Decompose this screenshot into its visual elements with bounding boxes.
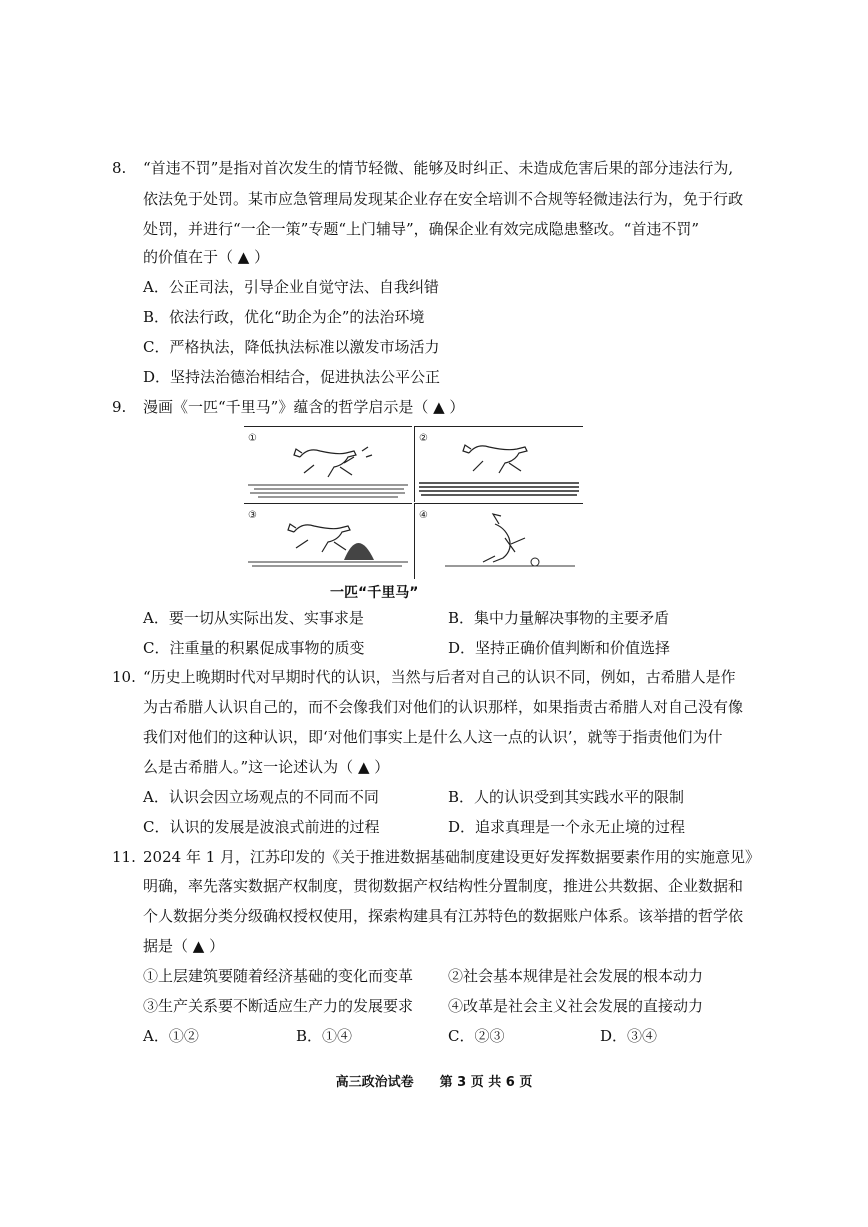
- panel-number: ①: [248, 433, 257, 444]
- q9-option-c: C．注重量的积累促成事物的质变: [143, 639, 365, 657]
- q11-statement-1: ①上层建筑要随着经济基础的变化而变革: [143, 967, 414, 985]
- q10-line-3: 我们对他们的这种认识，即‘对他们事实上是什么人这一点的认识’，就等于指责他们为什: [143, 728, 723, 746]
- q8-line-3: 处罚，并进行“一企一策”专题“上门辅导”，确保企业有效完成隐患整改。“首违不罚”: [143, 220, 700, 238]
- q11-line-2: 明确，率先落实数据产权制度，贯彻数据产权结构性分置制度，推进公共数据、企业数据和: [143, 877, 744, 895]
- q9-number: 9.: [112, 398, 127, 416]
- q10-number: 10.: [112, 668, 136, 686]
- q11-number: 11.: [112, 848, 136, 866]
- page-footer: 高三政治试卷 第 3 页 共 6 页: [335, 1075, 533, 1090]
- panel-number: ②: [419, 433, 428, 444]
- comic-illustration: [244, 426, 584, 578]
- comic-panel-3: [244, 503, 412, 579]
- q8-number: 8.: [112, 159, 127, 177]
- comic-panel-1: [244, 426, 412, 502]
- q9-option-b: B．集中力量解决事物的主要矛盾: [448, 609, 670, 627]
- mound-icon: [344, 543, 374, 560]
- q11-line-4: 据是（ ▲ ）: [143, 937, 225, 955]
- panel-number: ③: [248, 510, 257, 521]
- q11-option-c: C．②③: [448, 1027, 505, 1045]
- q8-option-a: A．公正司法，引导企业自觉守法、自我纠错: [143, 278, 439, 296]
- q8-line-4: 的价值在于（ ▲ ）: [143, 248, 270, 266]
- q10-option-a: A．认识会因立场观点的不同而不同: [143, 788, 379, 806]
- q10-option-c: C．认识的发展是波浪式前进的过程: [143, 818, 380, 836]
- q8-line-1: “首违不罚”是指对首次发生的情节轻微、能够及时纠正、未造成危害后果的部分违法行为,: [143, 159, 734, 177]
- q11-line-3: 个人数据分类分级确权授权使用，探索构建具有江苏特色的数据账户体系。该举措的哲学依: [143, 907, 744, 925]
- running-horse-icon: [244, 427, 412, 502]
- running-horse-icon: [415, 427, 583, 502]
- q11-statement-2: ②社会基本规律是社会发展的根本动力: [448, 967, 704, 985]
- q11-option-b: B．①④: [296, 1027, 353, 1045]
- stumbling-horse-icon: [415, 504, 583, 579]
- q10-line-1: “历史上晚期时代对早期时代的认识，当然与后者对自己的认识不同，例如，古希腊人是作: [143, 668, 736, 686]
- pebble-icon: [531, 558, 539, 566]
- q9-stem: 漫画《一匹“千里马”》蕴含的哲学启示是（ ▲ ）: [143, 398, 465, 416]
- comic-panel-2: [414, 426, 583, 502]
- q11-option-d: D．③④: [600, 1027, 658, 1045]
- q11-line-1: 2024 年 1 月，江苏印发的《关于推进数据基础制度建设更好发挥数据要素作用的实施意见》: [143, 848, 761, 866]
- q8-option-d: D．坚持法治德治相结合，促进执法公平公正: [143, 368, 441, 386]
- q11-option-a: A．①②: [143, 1027, 199, 1045]
- q8-option-b: B．依法行政，优化“助企为企”的法治环境: [143, 308, 425, 326]
- q11-statement-4: ④改革是社会主义社会发展的直接动力: [448, 997, 704, 1015]
- q10-option-d: D．追求真理是一个永无止境的过程: [448, 818, 686, 836]
- comic-caption: 一匹“千里马”: [330, 585, 419, 601]
- comic-panel-4: [414, 503, 583, 579]
- q10-line-4: 么是古希腊人。”这一论述认为（ ▲ ）: [143, 758, 390, 776]
- q10-line-2: 为古希腊人认识自己的，而不会像我们对他们的认识那样，如果指责古希腊人对自己没有像: [143, 698, 744, 716]
- q9-option-a: A．要一切从实际出发、实事求是: [143, 609, 364, 627]
- q8-option-c: C．严格执法，降低执法标准以激发市场活力: [143, 338, 440, 356]
- q11-statement-3: ③生产关系要不断适应生产力的发展要求: [143, 997, 414, 1015]
- q8-line-2: 依法免于处罚。某市应急管理局发现某企业存在安全培训不合规等轻微违法行为，免于行政: [143, 190, 744, 208]
- q10-option-b: B．人的认识受到其实践水平的限制: [448, 788, 685, 806]
- panel-number: ④: [419, 510, 428, 521]
- q9-option-d: D．坚持正确价值判断和价值选择: [448, 639, 671, 657]
- running-horse-icon: [244, 504, 412, 579]
